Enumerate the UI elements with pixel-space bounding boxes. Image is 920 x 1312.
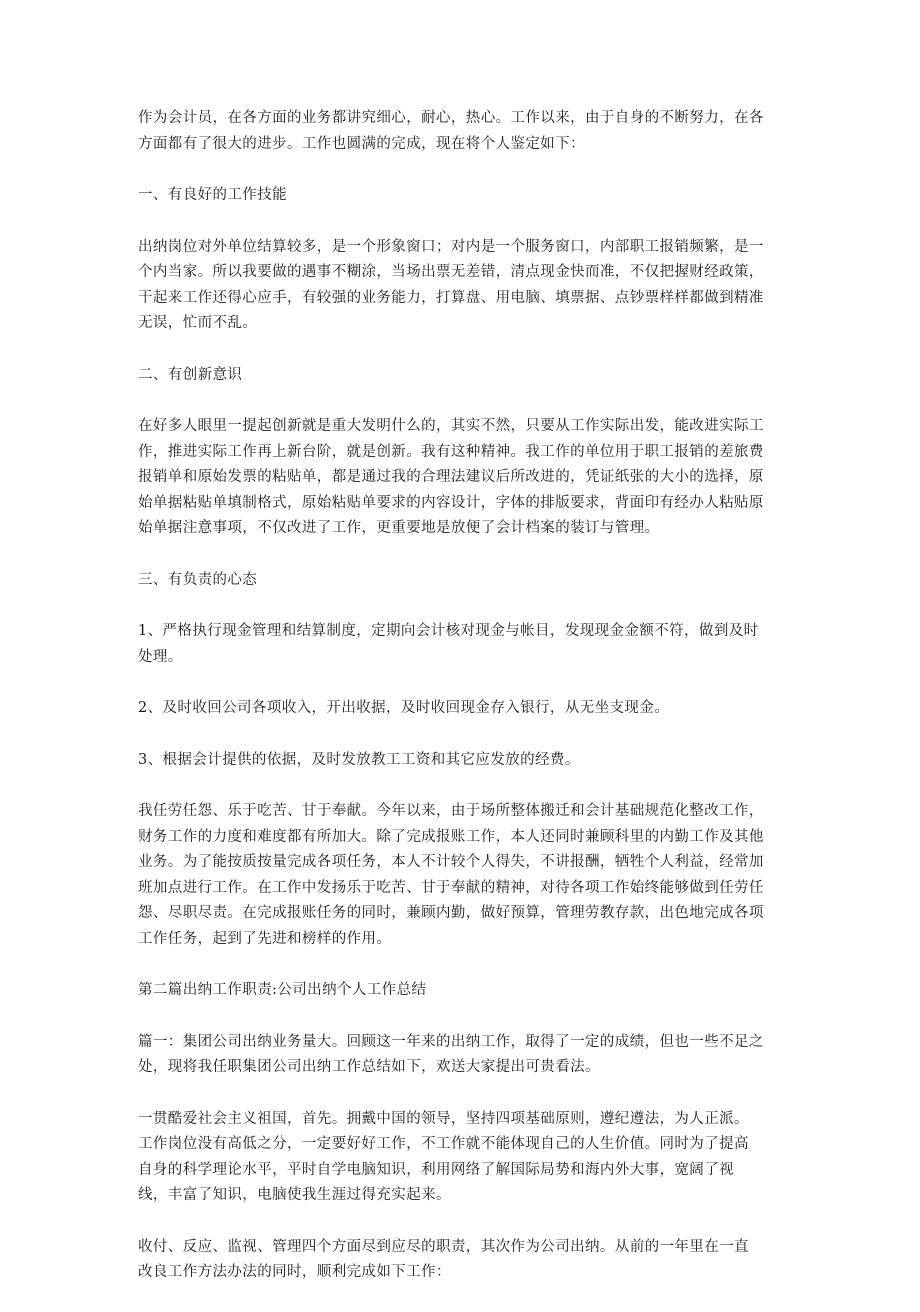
text-line: 在好多人眼里一提起创新就是重大发明什么的，其实不然，只要从工作实际出发，能改进实际工	[138, 418, 764, 434]
text-line: 改良工作方法办法的同时，顺利完成如下工作：	[138, 1264, 451, 1280]
text-line: 工作任务，起到了先进和榜样的作用。	[138, 930, 392, 947]
document-page	[138, 106, 798, 1312]
text-line: 班加点进行工作。在工作中发扬乐于吃苦、甘于奉献的精神，对待各项工作始终能够做到任劳任	[138, 879, 764, 896]
text-line: 篇一：集团公司出纳业务量大。回顾这一年来的出纳工作，取得了一定的成绩，但也一些不足之	[138, 1033, 764, 1050]
body-paragraph	[138, 235, 798, 337]
text-line: 线，丰富了知识，电脑使我生涯过得充实起来。	[138, 1187, 451, 1203]
section-heading	[138, 363, 798, 389]
text-line: 1、严格执行现金管理和结算制度，定期向会计核对现金与帐目，发现现金金额不符，做到及时	[138, 623, 759, 639]
text-line: 工作岗位没有高低之分，一定要好好工作，不工作就不能体现自己的人生价值。同时为了提高	[138, 1136, 749, 1152]
body-paragraph	[138, 748, 798, 774]
text-line: 二、有创新意识	[138, 366, 243, 383]
text-line: 3、根据会计提供的依据，及时发放教工工资和其它应发放的经费。	[138, 751, 580, 768]
text-line: 怨、尽职尽责。在完成报账任务的同时，兼顾内勤，做好预算，管理劳教存款，出色地完成各项	[138, 905, 764, 921]
body-paragraph	[138, 619, 798, 670]
body-paragraph	[138, 1107, 798, 1209]
body-paragraph	[138, 414, 798, 542]
body-paragraph	[138, 696, 798, 722]
text-line: 三、有负责的心态	[138, 571, 258, 588]
text-line: 干起来工作还得心应手，有较强的业务能力，打算盘、用电脑、填票据、点钞票样样都做到精准	[138, 289, 764, 306]
section-heading	[138, 978, 798, 1004]
body-paragraph	[138, 1030, 798, 1081]
text-line: 处，现将我任职集团公司出纳工作总结如下，欢送大家提出可贵看法。	[138, 1059, 600, 1075]
text-line: 我任劳任怨、乐于吃苦、甘于奉献。今年以来，由于场所整体搬迁和会计基础规范化整改工作，	[138, 803, 764, 819]
text-line: 一、有良好的工作技能	[138, 187, 287, 203]
text-line: 个内当家。所以我要做的遇事不糊涂，当场出票无差错，清点现金快而准，不仅把握财经政策，	[138, 264, 764, 280]
text-line: 报销单和原始发票的粘贴单，都是通过我的合理法建议后所改进的，凭证纸张的大小的选择，原	[138, 469, 764, 485]
body-paragraph	[138, 799, 798, 952]
text-line: 第二篇出纳工作职责:公司出纳个人工作总结	[138, 982, 427, 998]
text-line: 作，推进实际工作再上新台阶，就是创新。我有这种精神。我工作的单位用于职工报销的差旅费	[138, 443, 764, 460]
text-line: 无误，忙而不乱。	[138, 315, 258, 331]
text-line: 始单据粘贴单填制格式，原始粘贴单要求的内容设计，字体的排版要求，背面印有经办人粘贴原	[138, 494, 764, 511]
text-line: 处理。	[138, 648, 183, 665]
text-line: 始单据注意事项，不仅改进了工作，更重要地是放便了会计档案的装订与管理。	[138, 520, 660, 536]
text-line: 2、及时收回公司各项收入，开出收据，及时收回现金存入银行，从无坐支现金。	[138, 700, 670, 716]
text-line: 方面都有了很大的进步。工作也圆满的完成，现在将个人鉴定如下：	[138, 135, 585, 152]
text-line: 一贯酷爱社会主义祖国，首先。拥戴中国的领导，坚持四项基础原则，遵纪遵法，为人正派。	[138, 1110, 749, 1127]
text-line: 财务工作的力度和难度都有所加大。除了完成报账工作，本人还同时兼顾科里的内勤工作及其他	[138, 828, 764, 845]
text-line: 作为会计员，在各方面的业务都讲究细心，耐心，热心。工作以来，由于自身的不断努力，在各	[138, 110, 764, 126]
text-line: 收付、反应、监视、管理四个方面尽到应尽的职责，其次作为公司出纳。从前的一年里在一直	[138, 1238, 749, 1255]
section-heading	[138, 183, 798, 209]
text-line: 自身的科学理论水平，平时自学电脑知识，利用网络了解国际局势和海内外大事，宽阔了视	[138, 1161, 734, 1178]
body-paragraph	[138, 106, 798, 157]
section-heading	[138, 568, 798, 594]
text-line: 出纳岗位对外单位结算较多，是一个形象窗口；对内是一个服务窗口，内部职工报销频繁，是一	[138, 238, 764, 255]
body-paragraph	[138, 1235, 798, 1286]
text-line: 业务。为了能按质按量完成各项任务，本人不计较个人得失，不讲报酬，牺牲个人利益，经常加	[138, 854, 764, 870]
